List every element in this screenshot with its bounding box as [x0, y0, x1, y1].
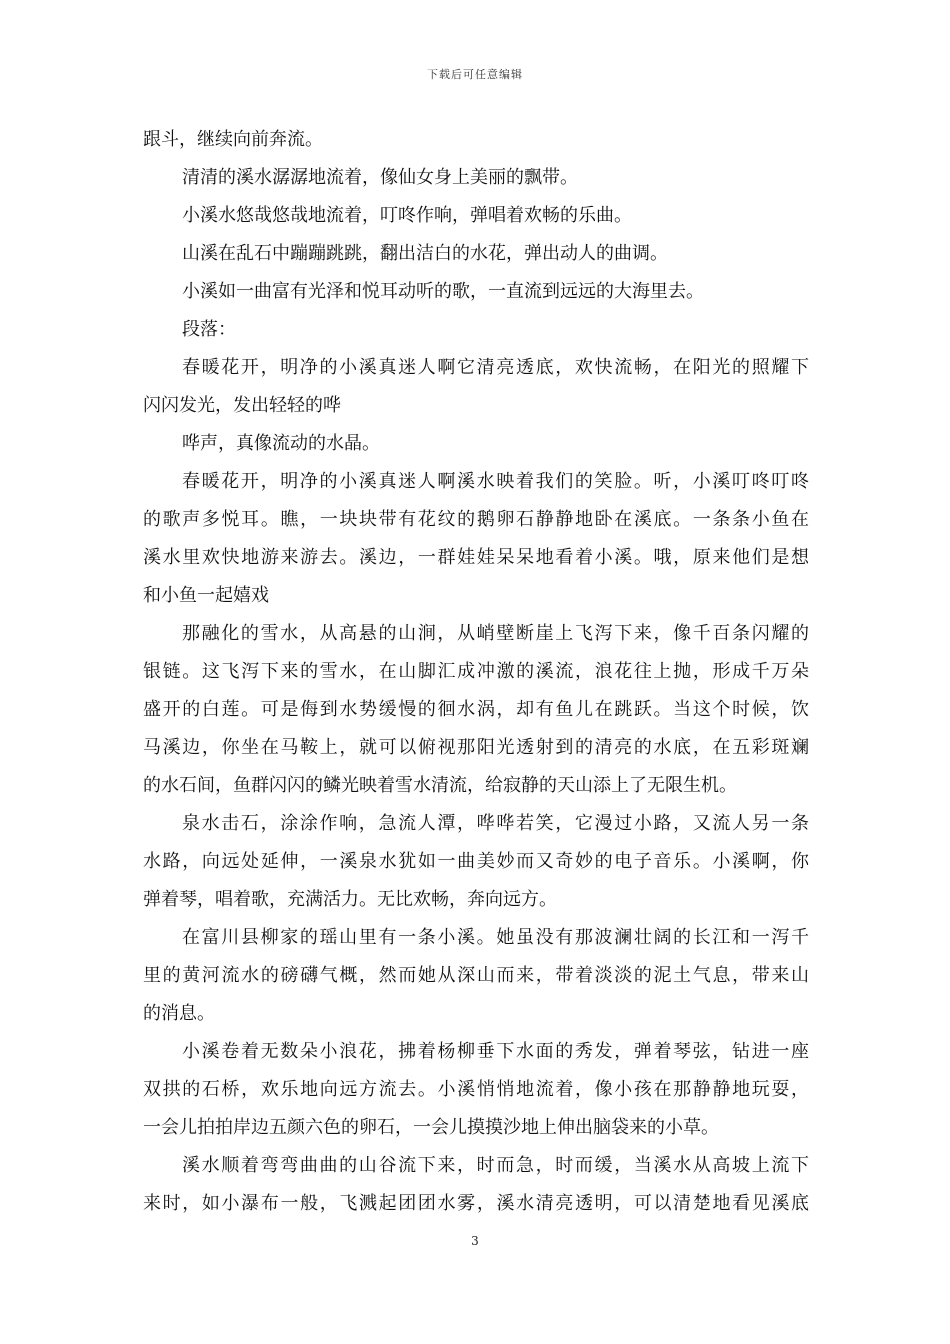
- text-line: 的歌声多悦耳。瞧，一块块带有花纹的鹅卵石静静地卧在溪底。一条条小鱼在: [143, 509, 809, 530]
- text-line: 清清的溪水潺潺地流着，像仙女身上美丽的飘带。: [182, 167, 578, 188]
- text-line: 哗声，真像流动的水晶。: [182, 433, 380, 454]
- page-header: 下载后可任意编辑: [427, 68, 523, 81]
- text-line: 里的黄河流水的磅礴气概，然而她从深山而来，带着淡淡的泥土气息，带来山: [143, 965, 809, 986]
- text-line: 弹着琴，唱着歌，充满活力。无比欢畅，奔向远方。: [143, 889, 557, 910]
- text-line: 在富川县柳家的瑶山里有一条小溪。她虽没有那波澜壮阔的长江和一泻千: [182, 927, 809, 948]
- text-line: 小溪卷着无数朵小浪花，拂着杨柳垂下水面的秀发，弹着琴弦，钻进一座: [182, 1041, 809, 1062]
- text-line: 小溪如一曲富有光泽和悦耳动听的歌，一直流到远远的大海里去。: [182, 281, 704, 302]
- document-body: [143, 121, 809, 1223]
- text-line: 和小鱼一起嬉戏: [143, 585, 269, 606]
- text-line: 溪水顺着弯弯曲曲的山谷流下来，时而急，时而缓，当溪水从高坡上流下: [182, 1155, 809, 1176]
- text-line: 那融化的雪水，从高悬的山涧，从峭壁断崖上飞泻下来，像千百条闪耀的: [182, 623, 809, 644]
- text-line: 银链。这飞泻下来的雪水，在山脚汇成冲激的溪流，浪花往上抛，形成千万朵: [143, 661, 809, 682]
- text-line: 来时，如小瀑布一般，飞溅起团团水雾，溪水清亮透明，可以清楚地看见溪底: [143, 1193, 809, 1214]
- text-line: 溪水里欢快地游来游去。溪边，一群娃娃呆呆地看着小溪。哦，原来他们是想: [143, 547, 809, 568]
- text-line: 盛开的白莲。可是侮到水势缓慢的徊水涡，却有鱼儿在跳跃。当这个时候，饮: [143, 699, 809, 720]
- text-line: 闪闪发光，发出轻轻的哗: [143, 395, 341, 416]
- text-line: 的水石间，鱼群闪闪的鳞光映着雪水清流，给寂静的天山添上了无限生机。: [143, 775, 737, 796]
- text-line: 春暖花开，明净的小溪真迷人啊它清亮透底，欢快流畅，在阳光的照耀下: [182, 357, 809, 378]
- text-line: 山溪在乱石中蹦蹦跳跳，翻出洁白的水花，弹出动人的曲调。: [182, 243, 668, 264]
- text-line: 马溪边，你坐在马鞍上，就可以俯视那阳光透射到的清亮的水底，在五彩斑斓: [143, 737, 809, 758]
- page-number: 3: [471, 1234, 479, 1248]
- text-line: 跟斗，继续向前奔流。: [143, 129, 323, 150]
- text-line: 的消息。: [143, 1003, 215, 1024]
- text-line: 小溪水悠哉悠哉地流着，叮咚作响，弹唱着欢畅的乐曲。: [182, 205, 632, 226]
- text-line: 双拱的石桥，欢乐地向远方流去。小溪悄悄地流着，像小孩在那静静地玩耍，: [143, 1079, 809, 1100]
- text-line: 春暖花开，明净的小溪真迷人啊溪水映着我们的笑脸。听，小溪叮咚叮咚: [182, 471, 809, 492]
- text-line: 一会儿拍拍岸边五颜六色的卵石，一会儿摸摸沙地上伸出脑袋来的小草。: [143, 1117, 719, 1138]
- text-line: 水路，向远处延伸，一溪泉水犹如一曲美妙而又奇妙的电子音乐。小溪啊，你: [143, 851, 809, 872]
- text-line: 泉水击石，涂涂作响，急流人潭，哗哗若笑，它漫过小路，又流人另一条: [182, 813, 809, 834]
- text-line: 段落：: [182, 319, 236, 340]
